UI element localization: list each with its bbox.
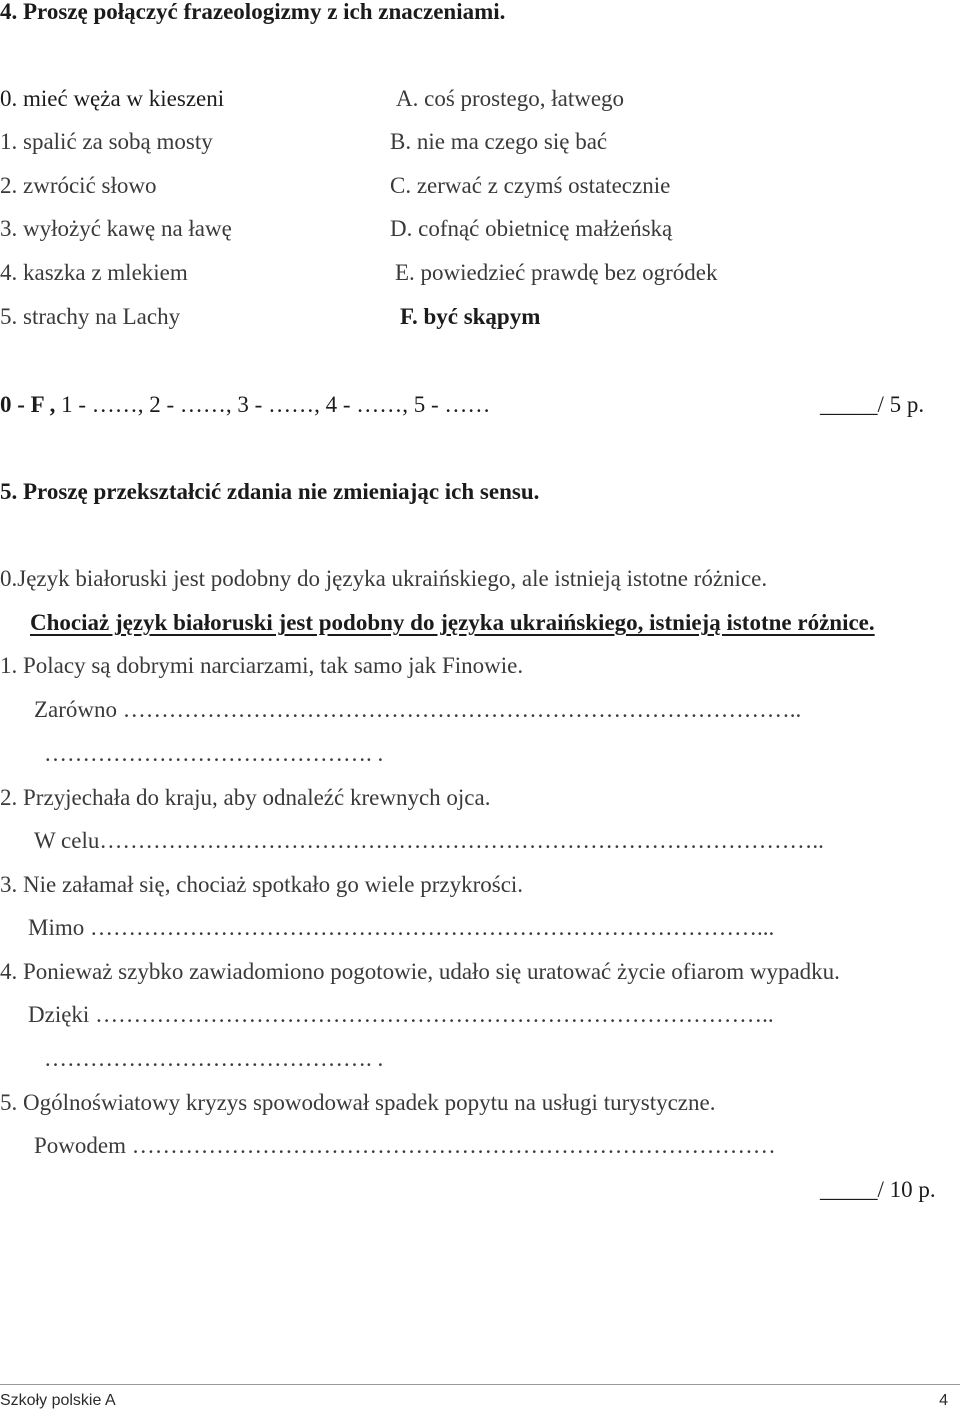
sentence-1: 1. Polacy są dobrymi narciarzami, tak samo jak Finowie. bbox=[0, 653, 524, 678]
answer-4-dots[interactable]: …………………………………………………………………………….. bbox=[95, 1002, 774, 1027]
sentence-2: 2. Przyjechała do kraju, aby odnaleźć krewnych ojca. bbox=[0, 785, 491, 810]
answer-4-start: Dzięki bbox=[28, 1002, 90, 1027]
answer-line bbox=[0, 391, 490, 419]
page-number: 4 bbox=[939, 1392, 948, 1409]
answer-prefix: 0 - F , bbox=[0, 392, 56, 417]
meaning-d: D. cofnąć obietnicę małżeńską bbox=[390, 216, 673, 241]
phrase-1: 1. spalić za sobą mosty bbox=[0, 129, 213, 154]
task5-score bbox=[820, 1176, 936, 1204]
task5-heading: 5. Proszę przekształcić zdania nie zmieniając ich sensu. bbox=[0, 479, 540, 504]
example-answer: Chociaż język białoruski jest podobny do języka ukraińskiego, istnieją istotne różnice. bbox=[30, 610, 875, 635]
answer-2[interactable] bbox=[34, 827, 824, 855]
footer-rule bbox=[0, 1384, 960, 1385]
task4-heading: 4. Proszę połączyć frazeologizmy z ich znaczeniami. bbox=[0, 0, 506, 24]
phrase-3: 3. wyłożyć kawę na ławę bbox=[0, 216, 232, 241]
example-sentence: 0.Język białoruski jest podobny do języka ukraińskiego, ale istnieją istotne różnice. bbox=[0, 566, 768, 591]
meaning-f: F. być skąpym bbox=[400, 304, 541, 329]
answer-1[interactable] bbox=[34, 696, 801, 724]
answer-1-dots[interactable]: …………………………………………………………………………….. bbox=[122, 697, 802, 722]
answer-1-start: Zarówno bbox=[34, 697, 118, 722]
task5-score-blank[interactable]: _____ bbox=[820, 1177, 878, 1202]
answer-4-cont[interactable]: ……………………………………. . bbox=[44, 1046, 384, 1071]
phrase-5: 5. strachy na Lachy bbox=[0, 304, 181, 329]
meaning-e: E. powiedzieć prawdę bez ogródek bbox=[395, 260, 718, 285]
phrase-2: 2. zwrócić słowo bbox=[0, 173, 157, 198]
task4-score-label: / 5 p. bbox=[877, 392, 925, 417]
meaning-b: B. nie ma czego się bać bbox=[390, 129, 608, 154]
meaning-c: C. zerwać z czymś ostatecznie bbox=[390, 173, 671, 198]
sentence-3: 3. Nie załamał się, chociaż spotkało go wiele przykrości. bbox=[0, 872, 524, 897]
answer-1-cont[interactable]: ……………………………………. . bbox=[44, 741, 384, 766]
footer-label: Szkoły polskie A bbox=[0, 1392, 116, 1409]
sentence-4: 4. Ponieważ szybko zawiadomiono pogotowie, udało się uratować życie ofiarom wypadku. bbox=[0, 959, 840, 984]
phrase-0: 0. mieć węża w kieszeni bbox=[0, 86, 225, 111]
task4-score-blank[interactable]: _____ bbox=[820, 392, 878, 417]
answer-3-start: Mimo bbox=[28, 915, 85, 940]
sentence-5: 5. Ogólnoświatowy kryzys spowodował spadek popytu na usługi turystyczne. bbox=[0, 1090, 716, 1115]
answer-4[interactable] bbox=[28, 1001, 774, 1029]
phrase-4: 4. kaszka z mlekiem bbox=[0, 260, 188, 285]
answer-3[interactable] bbox=[28, 914, 774, 942]
task5-score-label: / 10 p. bbox=[877, 1177, 936, 1202]
answer-2-start: W celu bbox=[34, 828, 100, 853]
answer-2-dots[interactable]: ………………………………………………………………………………….. bbox=[99, 828, 824, 853]
answer-5-start: Powodem bbox=[34, 1133, 126, 1158]
task4-score bbox=[820, 391, 924, 419]
answer-3-dots[interactable]: ……………………………………………………………………………... bbox=[89, 915, 775, 940]
answer-blanks[interactable]: 1 - ……, 2 - ……, 3 - ……, 4 - ……, 5 - …… bbox=[55, 392, 491, 417]
answer-5-dots[interactable]: ………………………………………………………………………… bbox=[131, 1133, 776, 1158]
answer-5[interactable] bbox=[34, 1132, 776, 1160]
meaning-a: A. coś prostego, łatwego bbox=[396, 86, 625, 111]
